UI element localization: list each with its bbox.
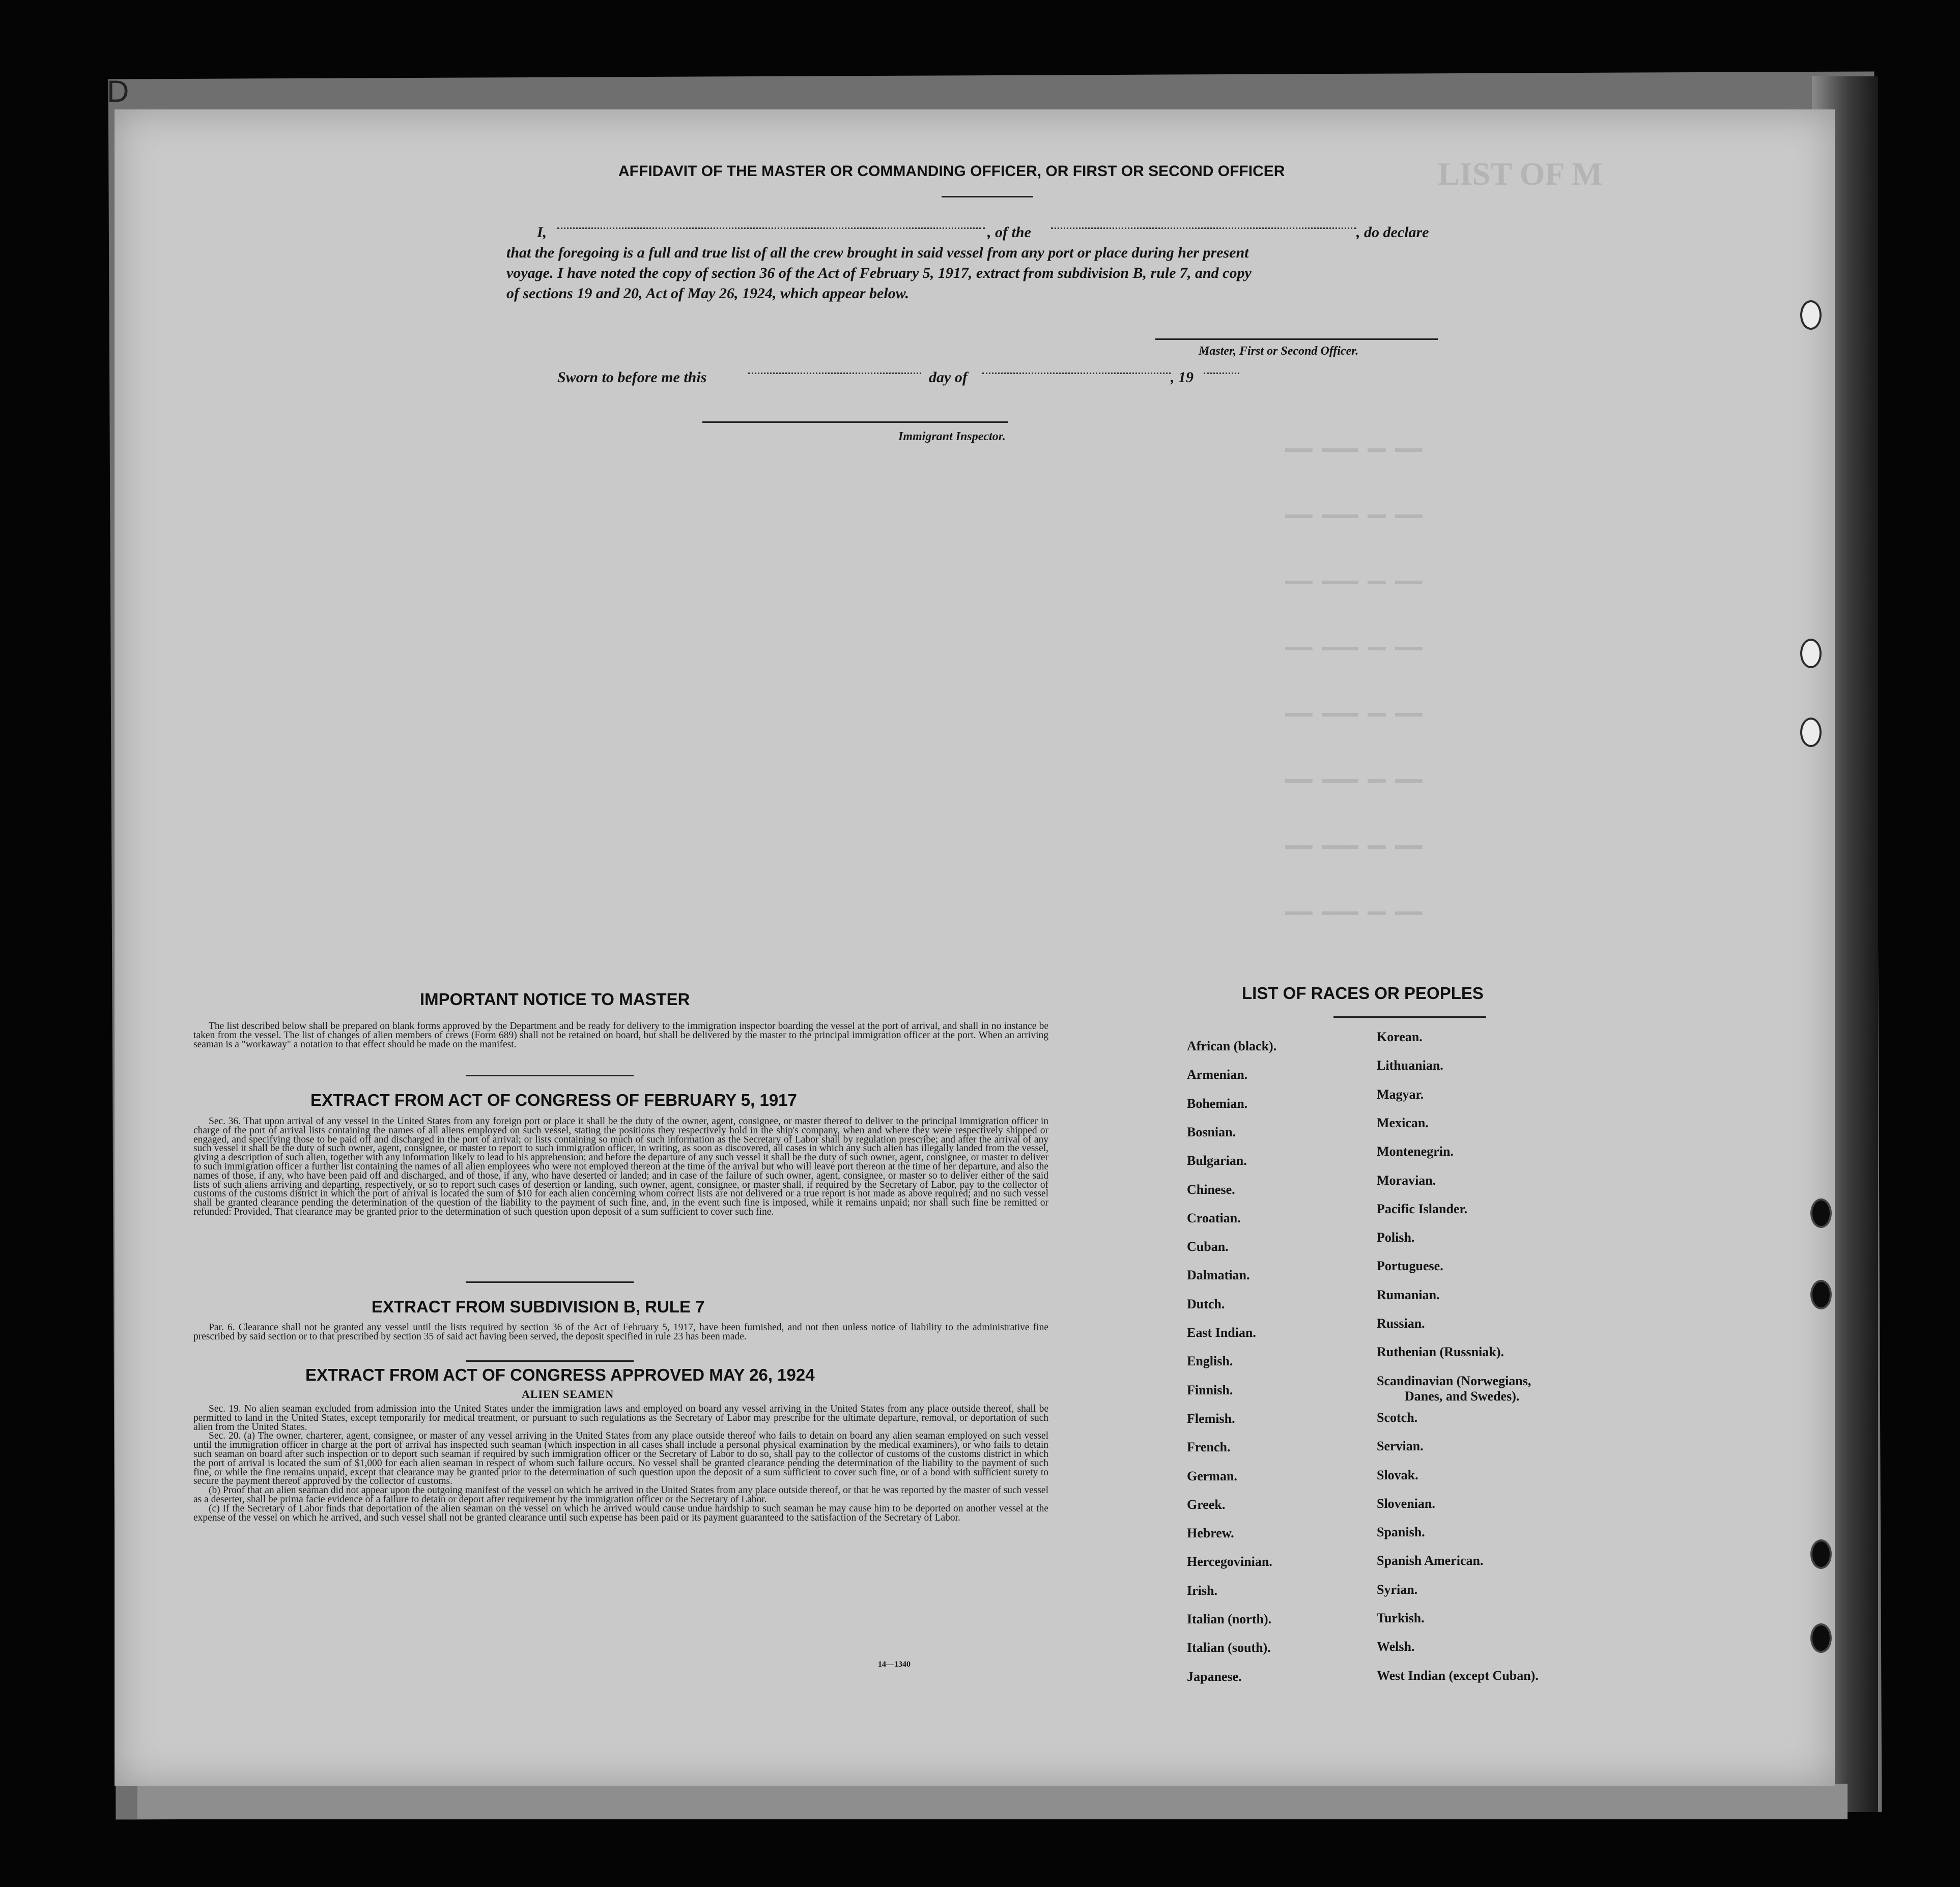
year-field[interactable] — [1204, 373, 1239, 374]
races-title: LIST OF RACES OR PEOPLES — [1242, 984, 1484, 1003]
race-item: Finnish. — [1187, 1382, 1233, 1397]
race-item: Welsh. — [1377, 1639, 1415, 1654]
race-item: Greek. — [1187, 1497, 1226, 1512]
race-item: French. — [1187, 1440, 1231, 1455]
extract-rule7-title: EXTRACT FROM SUBDIVISION B, RULE 7 — [372, 1297, 705, 1316]
race-item: Spanish American. — [1377, 1553, 1484, 1568]
race-item: Croatian. — [1187, 1210, 1241, 1225]
binder-hole — [1800, 639, 1822, 668]
form-number: 14—1340 — [878, 1660, 911, 1669]
race-item: Dalmatian. — [1187, 1268, 1250, 1283]
race-item: Slovak. — [1377, 1467, 1418, 1482]
affidavit-title: AFFIDAVIT OF THE MASTER OR COMMANDING OFFICER, OR FIRST OR SECOND OFFICER — [618, 163, 1285, 180]
binder-hole — [1810, 1539, 1832, 1569]
race-item: Chinese. — [1187, 1182, 1235, 1197]
race-item: Italian (north). — [1187, 1612, 1272, 1626]
affidavit-body-3: of sections 19 and 20, Act of May 26, 1924, which appear below. — [506, 285, 910, 302]
race-item: Lithuanian. — [1377, 1058, 1443, 1073]
lower-page-edge — [137, 1784, 1848, 1819]
race-item: Montenegrin. — [1377, 1144, 1454, 1159]
race-item: Bosnian. — [1187, 1124, 1236, 1139]
notice-title: IMPORTANT NOTICE TO MASTER — [420, 990, 690, 1009]
document-page: LIST OF M ▬▬▬ ▬▬▬▬ ▬▬ ▬▬▬ ▬▬▬ ▬▬▬▬ ▬▬ ▬▬▬ ▬▬▬ ▬▬▬▬ ▬▬ ▬▬▬ ▬▬▬ ▬▬▬▬ ▬▬ ▬▬▬ ▬▬▬ ▬▬▬▬ ▬▬ ▬▬▬ ▬▬▬ ▬▬▬▬ ▬▬ ▬▬▬ ▬▬▬ ▬▬▬▬ ▬▬ ▬▬▬ ▬▬▬ ▬▬▬▬ ▬▬ ▬▬▬ D AFFIDAVIT OF THE MASTER OR COMMANDING OFFICER, OR FIRST OR SECOND OFFICER I, , of the , do declare that the foregoing is a full and true list of all the crew brought in said vessel from any port or place during her present voyage. I have noted the copy of section 36 of the Act of February 5, 1917, extract from subdivision B, rule 7, and copy of sections 19 and 20, Act of May 26, 1924, which appear below. Master, First or Second Officer. Sworn to before me this day of , 19 Immigrant Inspector. IMPORTANT NOTICE TO MASTER The list described below shall be prepared on blank forms approved by the Department and be ready for delivery to the immigration inspector boarding the vessel at the port of arrival, and shall in no instance be taken from the vessel. The list of changes of alien members of crews (Form 689) shall not be retained on board, but shall be delivered by the master to the principal immigration officer at the port. When an arriving seaman is a "workaway" a notation to that effect should be made on the manifest. EXTRACT FROM ACT OF CONGRESS OF FEBRUARY 5, 1917 Sec. 36. That upon arrival of any vessel in the United States from any foreign port or place it shall be the duty of the owner, agent, consignee, or master thereof to deliver to the principal immigration officer in charge of the port of arrival lists containing the names of all aliens employed on such vessel, stating the positions they respectively hold in the ship's company, when and where they were respectively shipped or engaged, and specifying those to be paid off and discharged in the port of arrival; or lists containing so much of such information as the Secretary of Labor shall by regulation prescribe; and after the arrival of any such vessel it shall be the duty of such owner, agent, consignee, or master to report to such immigration officer, in writing, as soon as discovered, all cases in which any such alien has illegally landed from the vessel, giving a description of such alien, together with any information likely to lead to his apprehension; and before the departure of any such vessel it shall be the duty of such owner, agent, consignee, or master to deliver to such immigration officer a further list containing the names of all alien employees who were not employed thereon at the time of the arrival but who will leave port thereon at the time of her departure, and also the names of those, if any, who have been paid off and discharged, and of those, if any, who have deserted or landed; and in case of the failure of such owner, agent, consignee, or master so to deliver either of the said lists of such aliens arriving and departing, respectively, or so to report such cases of desertion or landing, such owner, agent, consignee, or master shall, if required by the Secretary of Labor, pay to the collector of customs of the customs district in which the port of arrival is located the sum of $10 for each alien concerning whom correct lists are not delivered or a true report is not made as above required; and no such vessel shall be granted clearance pending the determination of the question of the liability to the payment of such fine, and, in the event such fine is imposed, while it remains unpaid; nor shall such fine be remitted or refunded: Provided, That clearance may be granted prior to the determination of such question upon deposit of a sum sufficient to cover such fine. EXTRACT FROM SUBDIVISION B, RULE 7 Par. 6. Clearance shall not be granted any vessel until the lists required by section 36 of the Act of February 5, 1917, have been furnished, and not then unless notice of liability to the administrative fine prescribed by said section or to that prescribed by section 35 of said act having been served, the deposit specified in rule 23 has been made. EXTRACT FROM ACT OF CONGRESS APPROVED MAY 26, 1924 ALIEN SEAMEN Sec. 19. No alien seaman excluded from admission into the United States under the immigration laws and employed on board any vessel arriving in the United States from any place outside thereof, shall be permitted to land in the United States, except temporarily for medical treatment, or pursuant to such regulations as the Secretary of Labor may prescribe for the ultimate departure, removal, or deportation of such alien from the United States. Sec. 20. (a) The owner, charterer, agent, consignee, or master of any vessel arriving in the United States from any place outside thereof who fails to detain on board any alien seaman employed on such vessel until the immigration officer in charge at the port of arrival has inspected such seaman (which inspection in all cases shall include a personal physical examination by the medical examiners), or who fails to detain such seaman on board after such inspection or to deport such seaman if required by such immigration officer or the Secretary of Labor to do so, shall pay to the collector of customs of the customs district in which the port of arrival is located the sum of $1,000 for each alien seaman in respect of whom such failure occurs. No vessel shall be granted clearance pending the determination of the liability to the payment of such fine, or while the fine remains unpaid, except that clearance may be granted prior to the determination of such question upon the deposit of a sum sufficient to cover such fine, or of a bond with sufficient surety to secure the payment thereof approved by the collector of customs. (b) Proof that an alien seaman did not appear upon the outgoing manifest of the vessel on which he arrived in the United States from any place outside thereof, or that he was reported by the master of such vessel as a deserter, shall be prima facie evidence of a failure to detain or deport after requirement by the immigration officer or the Secretary of Labor. (c) If the Secretary of Labor finds that deportation of the alien seaman on the vessel on which he arrived would cause undue hardship to such seaman he may cause him to be deported on another vessel at the expense of the vessel on which he arrived, and such vessel shall not be granted clearance until such expense has been paid or its payment guaranteed to the satisfaction of the Secretary of Labor. 14—1340 LIST OF RACES OR PEOPLES African (black). Armenian. Bohemian. Bosnian. Bulgarian. Chinese. Croatian. Cuban. Dalmatian. Dutch. East Indian. English. Finnish. Flemish. French. German. Greek. Hebrew. Hercegovinian. Irish. Italian (north). Italian (south). Japanese. Korean. Lithuanian. Magyar. Mexican. Montenegrin. Moravian. Pacific Islander. Polish. Portuguese. Rumanian. Russian. Ruthenian (Russniak). Scandinavian (Norwegians, Danes, and Swedes). Scotch. Servian. Slovak. Slovenian. Spanish. Spanish American. Syrian. Turkish. Welsh. West Indian (except Cuban). — [115, 109, 1835, 1786]
extract-1917-text: Sec. 36. That upon arrival of any vessel in the United States from any foreign port or place it shall be the duty of the owner, agent, consignee, or master thereof to deliver to the principal immigration officer in charge of the port of arrival lists containing the names of all aliens employed on such vessel, stating the positions they respectively hold in the ship's company, when and where they were respectively shipped or engaged, and specifying those to be paid off and discharged in the port of arrival; or lists containing so much of such information as the Secretary of Labor shall by regulation prescribe; and after the arrival of any such vessel it shall be the duty of such owner, agent, consignee, or master to report to such immigration officer, in writing, as soon as discovered, all cases in which any such alien has illegally landed from the vessel, giving a description of such alien, together with any information likely to lead to his apprehension; and before the departure of any such vessel it shall be the duty of such owner, agent, consignee, or master to deliver to such immigration officer a further list containing the names of all alien employees who were not employed thereon at the time of the arrival but who will leave port thereon at the time of her departure, and also the names of those, if any, who have been paid off and discharged, and of those, if any, who have deserted or landed; and in case of the failure of such owner, agent, consignee, or master so to deliver either of the said lists of such aliens arriving and departing, respectively, or so to report such cases of desertion or landing, such owner, agent, consignee, or master shall, if required by the Secretary of Labor, pay to the collector of customs of the customs district in which the port of arrival is located the sum of $10 for each alien concerning whom correct lists are not delivered or a true report is not made as above required; and no such vessel shall be granted clearance pending the determination of the question of the liability to the payment of such fine, and, in the event such fine is imposed, while it remains unpaid; nor shall such fine be remitted or refunded: Provided, That clearance may be granted prior to the determination of such question upon deposit of a sum sufficient to cover such fine. — [193, 1116, 1048, 1217]
race-item: Armenian. — [1187, 1067, 1248, 1082]
year-label: , 19 — [1171, 369, 1194, 386]
affidavit-body-2: voyage. I have noted the copy of section 36 of the Act of February 5, 1917, extract from subdivision B, rule 7, and copy — [506, 265, 1252, 281]
race-item: African (black). — [1187, 1039, 1277, 1053]
race-item: Hercegovinian. — [1187, 1554, 1272, 1569]
binder-hole — [1810, 1623, 1832, 1653]
affidavit-do-declare: , do declare — [1356, 224, 1429, 241]
race-item: Portuguese. — [1377, 1259, 1443, 1274]
affidavit-body-1: that the foregoing is a full and true list of all the crew brought in said vessel from any port or place during her present — [506, 244, 1249, 261]
race-item: Scandinavian (Norwegians, — [1377, 1373, 1531, 1388]
extract-rule7-text: Par. 6. Clearance shall not be granted any vessel until the lists required by section 36 of the Act of February 5, 1917, have been furnished, and not then unless notice of liability to the administrative fine prescribed by said section or to that prescribed by section 35 of said act having been served, the deposit specified in rule 23 has been made. — [193, 1322, 1048, 1342]
day-of-label: day of — [929, 369, 968, 386]
master-label: Master, First or Second Officer. — [1199, 345, 1359, 358]
master-signature-line[interactable] — [1155, 338, 1438, 340]
race-item: Pacific Islander. — [1377, 1201, 1468, 1216]
race-item: West Indian (except Cuban). — [1377, 1668, 1539, 1683]
notice-text: The list described below shall be prepared on blank forms approved by the Department and be ready for delivery to the immigration inspector boarding the vessel at the port of arrival, and shall in no instance be taken from the vessel. The list of changes of alien members of crews (Form 689) shall not be retained on board, but shall be delivered by the master to the principal immigration officer at the port. When an arriving seaman is a "workaway" a notation to that effect should be made on the manifest. — [193, 1021, 1048, 1050]
margin-mark-d: D — [107, 74, 129, 108]
race-item: Bulgarian. — [1187, 1153, 1247, 1168]
inspector-label: Immigrant Inspector. — [898, 430, 1006, 443]
race-item: Hebrew. — [1187, 1526, 1234, 1541]
title-underline — [942, 196, 1033, 197]
race-item-continuation: Danes, and Swedes). — [1405, 1388, 1520, 1404]
extract-1917-divider — [466, 1281, 634, 1283]
race-item: Magyar. — [1377, 1087, 1424, 1102]
race-item: Dutch. — [1187, 1296, 1225, 1311]
affidavit-i: I, — [537, 224, 547, 241]
race-item: Mexican. — [1377, 1115, 1429, 1130]
race-item: Bohemian. — [1187, 1096, 1248, 1111]
race-item: Russian. — [1377, 1316, 1425, 1331]
extract-1924-title: EXTRACT FROM ACT OF CONGRESS APPROVED MAY 26, 1924 — [305, 1365, 815, 1384]
race-item: Turkish. — [1377, 1611, 1425, 1625]
race-item: Moravian. — [1377, 1173, 1436, 1188]
sec-20c: (c) If the Secretary of Labor finds that deportation of the alien seaman on the vessel on which he arrived would cause undue hardship to such seaman he may cause him to be deported on another vessel at the expense of the vessel on which he arrived, and such vessel shall not be granted clearance until such expense has been paid or its payment guaranteed to the satisfaction of the Secretary of Labor. — [193, 1503, 1048, 1523]
race-item: East Indian. — [1187, 1325, 1256, 1340]
affidavit-of-the: , of the — [987, 224, 1031, 241]
alien-seamen-subtitle: ALIEN SEAMEN — [522, 1388, 614, 1400]
race-item: Rumanian. — [1377, 1287, 1440, 1302]
name-field[interactable] — [557, 227, 985, 229]
race-item: Italian (south). — [1187, 1640, 1271, 1655]
binder-hole — [1800, 718, 1822, 747]
race-item: Korean. — [1377, 1030, 1423, 1044]
race-item: Scotch. — [1377, 1410, 1418, 1425]
sworn-label: Sworn to before me this — [557, 369, 707, 386]
binder-hole — [1810, 1280, 1832, 1309]
race-item: Cuban. — [1187, 1239, 1229, 1254]
sworn-date-field[interactable] — [748, 373, 921, 374]
notice-divider — [466, 1075, 634, 1076]
inspector-signature-line[interactable] — [702, 421, 1008, 423]
race-item: Servian. — [1377, 1439, 1424, 1454]
sec-20a: Sec. 20. (a) The owner, charterer, agent, consignee, or master of any vessel arriving in the United States from any place outside thereof who fails to detain on board any alien seaman employed on such vessel until the immigration officer in charge at the port of arrival has inspected such seaman (which inspection in all cases shall include a personal physical examination by the medical examiners), or who fails to detain such seaman on board after such inspection or to deport such seaman if required by such immigration officer or the Secretary of Labor to do so, shall pay to the collector of customs of the customs district in which the port of arrival is located the sum of $1,000 for each alien seaman in respect of whom such failure occurs. No vessel shall be granted clearance pending the determination of the liability to the payment of such fine, or while the fine remains unpaid, except that clearance may be granted prior to the determination of such question upon the deposit of a sum sufficient to cover such fine, or of a bond with sufficient surety to secure the payment thereof approved by the collector of customs. — [193, 1431, 1048, 1487]
extract-rule7-divider — [466, 1360, 634, 1362]
race-item: Syrian. — [1377, 1582, 1418, 1597]
race-item: Spanish. — [1377, 1525, 1425, 1540]
extract-1917-title: EXTRACT FROM ACT OF CONGRESS OF FEBRUARY 5, 1917 — [310, 1091, 797, 1109]
races-title-underline — [1333, 1016, 1486, 1018]
race-item: Polish. — [1377, 1230, 1415, 1245]
race-item: Flemish. — [1187, 1411, 1235, 1426]
sec-20b: (b) Proof that an alien seaman did not appear upon the outgoing manifest of the vessel on which he arrived in the United States from any place outside thereof, or that he was reported by the master of such vessel as a deserter, shall be prima facie evidence of a failure to detain or deport after requirement by the immigration officer or the Secretary of Labor. — [193, 1485, 1048, 1505]
race-item: Irish. — [1187, 1583, 1217, 1598]
binder-hole — [1810, 1198, 1832, 1228]
vessel-field[interactable] — [1051, 227, 1356, 229]
race-item: Slovenian. — [1377, 1496, 1435, 1511]
month-field[interactable] — [982, 373, 1171, 374]
race-item: Japanese. — [1187, 1669, 1242, 1684]
race-item: English. — [1187, 1354, 1233, 1369]
binder-hole — [1800, 300, 1822, 330]
race-item: Ruthenian (Russniak). — [1377, 1345, 1504, 1360]
sec-19: Sec. 19. No alien seaman excluded from admission into the United States under the immigration laws and employed on board any vessel arriving in the United States from any place outside thereof, shall be permitted to land in the United States, except temporarily for medical treatment, or pursuant to such regulations as the Secretary of Labor may prescribe for the ultimate departure, removal, or deportation of such alien from the United States. — [193, 1404, 1048, 1433]
extract-1924-text — [193, 1405, 1048, 1522]
race-item: German. — [1187, 1468, 1237, 1483]
